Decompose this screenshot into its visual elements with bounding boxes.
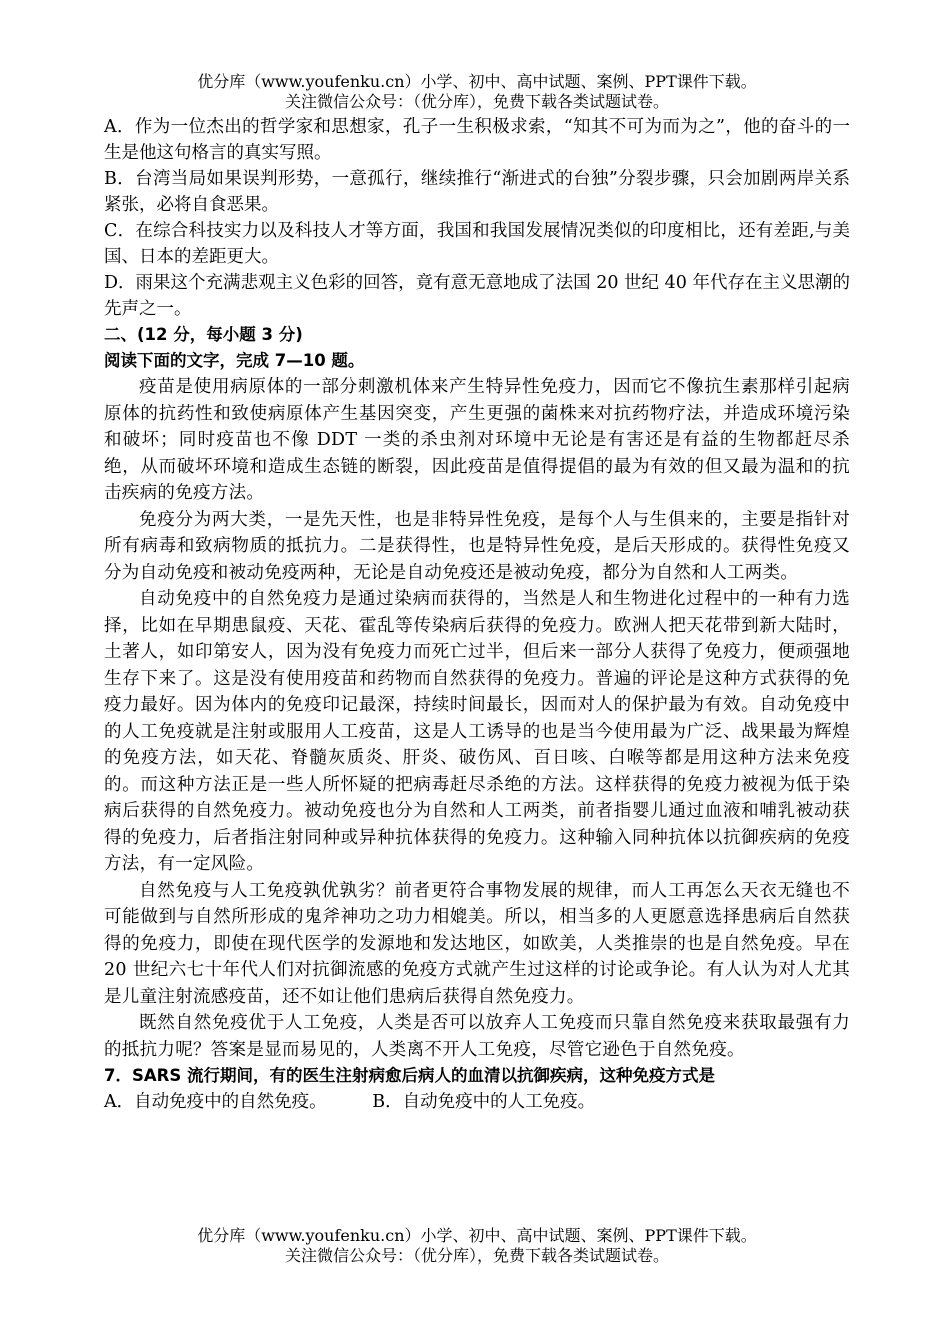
passage-paragraph-4: 自然免疫与人工免疫孰优孰劣？前者更符合事物发展的规律，而人工再怎么天衣无缝也不可能做到与自然所形成的鬼斧神功之功力相媲美。所以，相当多的人更愿意选择患病后自然获得的免疫力，即使在现代医学的发源地和发达地区，如欧美，人类推崇的也是自然免疫。早在 20 世纪六七十年代人们对抗御流感的免疫方式就产生过这样的讨论或争论。有人认为对人尤其是儿童注射流感疫苗，还不如让他们患病后获得自然免疫力。 xyxy=(104,880,850,1007)
option-c: C．在综合科技实力以及科技人才等方面，我国和我国发展情况类似的印度相比，还有差距,与美国、日本的差距更大。 xyxy=(104,221,850,267)
passage-paragraph-2: 免疫分为两大类，一是先天性，也是非特异性免疫，是每个人与生俱来的，主要是指针对所有病毒和致病物质的抵抗力。二是获得性，也是特异性免疫，是后天形成的。获得性免疫又分为自动免疫和被动免疫两种，无论是自动免疫还是被动免疫，都分为自然和人工两类。 xyxy=(104,509,850,583)
page-header xyxy=(104,72,850,112)
question-7-choices xyxy=(104,1089,850,1115)
choice-a: A．自动免疫中的自然免疫。 xyxy=(104,1092,327,1112)
header-line-2: 关注微信公众号：（优分库），免费下载各类试题试卷。 xyxy=(284,92,669,111)
option-b: B．台湾当局如果误判形势，一意孤行，继续推行“渐进式的台独”分裂步骤，只会加剧两岸关系紧张，必将自食恶果。 xyxy=(104,169,850,215)
passage-paragraph-3: 自动免疫中的自然免疫力是通过染病而获得的，当然是人和生物进化过程中的一种有力选择，比如在早期患鼠疫、天花、霍乱等传染病后获得的免疫力。欧洲人把天花带到新大陆时，土著人，如印第安人，因为没有免疫力而死亡过半，但后来一部分人获得了免疫力，便顽强地生存下来了。这是没有使用疫苗和药物而自然获得的免疫力。普遍的评论是这种方式获得的免疫力最好。因为体内的免疫印记最深，持续时间最长，因而对人的保护最为有效。自动免疫中的人工免疫就是注射或服用人工疫苗，这是人工诱导的也是当今使用最为广泛、战果最为辉煌的免疫方法，如天花、脊髓灰质炎、肝炎、破伤风、百日咳、白喉等都是用这种方法来免疫的。而这种方法正是一些人所怀疑的把病毒赶尽杀绝的方法。这样获得的免疫力被视为低于染病后获得的自然免疫力。被动免疫也分为自然和人工两类，前者指婴儿通过血液和哺乳被动获得的免疫力，后者指注射同种或异种抗体获得的免疫力。这种输入同种抗体以抗御疾病的免疫方法，有一定风险。 xyxy=(104,589,850,874)
option-a: A．作为一位杰出的哲学家和思想家，孔子一生积极求索，“知其不可为而为之”，他的奋斗的一生是他这句格言的真实写照。 xyxy=(104,117,850,163)
document-page xyxy=(104,72,850,1115)
section-title: 二、(12 分，每小题 3 分) xyxy=(104,325,303,344)
section-instruction: 阅读下面的文字，完成 7—10 题。 xyxy=(104,351,365,370)
header-line-1: 优分库（www.youfenku.cn）小学、初中、高中试题、案例、PPT课件下载。 xyxy=(197,72,757,91)
page-footer xyxy=(104,1226,850,1266)
question-7-stem: 7．SARS 流行期间，有的医生注射病愈后病人的血清以抗御疾病，这种免疫方式是 xyxy=(104,1066,715,1085)
passage-paragraph-5: 既然自然免疫优于人工免疫，人类是否可以放弃人工免疫而只靠自然免疫来获取最强有力的抵抗力呢？答案是显而易见的，人类离不开人工免疫，尽管它逊色于自然免疫。 xyxy=(104,1013,850,1060)
choice-b: B．自动免疫中的人工免疫。 xyxy=(372,1092,596,1112)
footer-line-2: 关注微信公众号：（优分库），免费下载各类试题试卷。 xyxy=(284,1246,669,1265)
passage-paragraph-1: 疫苗是使用病原体的一部分刺激机体来产生特异性免疫力，因而它不像抗生素那样引起病原体的抗药性和致使病原体产生基因突变，产生更强的菌株来对抗药物疗法，并造成环境污染和破坏；同时疫苗也不像 DDT 一类的杀虫剂对环境中无论是有害还是有益的生物都赶尽杀绝，从而破坏环境和造成生态链的断裂，因此疫苗是值得提倡的最为有效的但又最为温和的抗击疾病的免疫方法。 xyxy=(104,377,850,503)
option-d: D．雨果这个充满悲观主义色彩的回答，竟有意无意地成了法国 20 世纪 40 年代存在主义思潮的先声之一。 xyxy=(104,273,850,319)
footer-line-1: 优分库（www.youfenku.cn）小学、初中、高中试题、案例、PPT课件下载。 xyxy=(197,1226,757,1245)
